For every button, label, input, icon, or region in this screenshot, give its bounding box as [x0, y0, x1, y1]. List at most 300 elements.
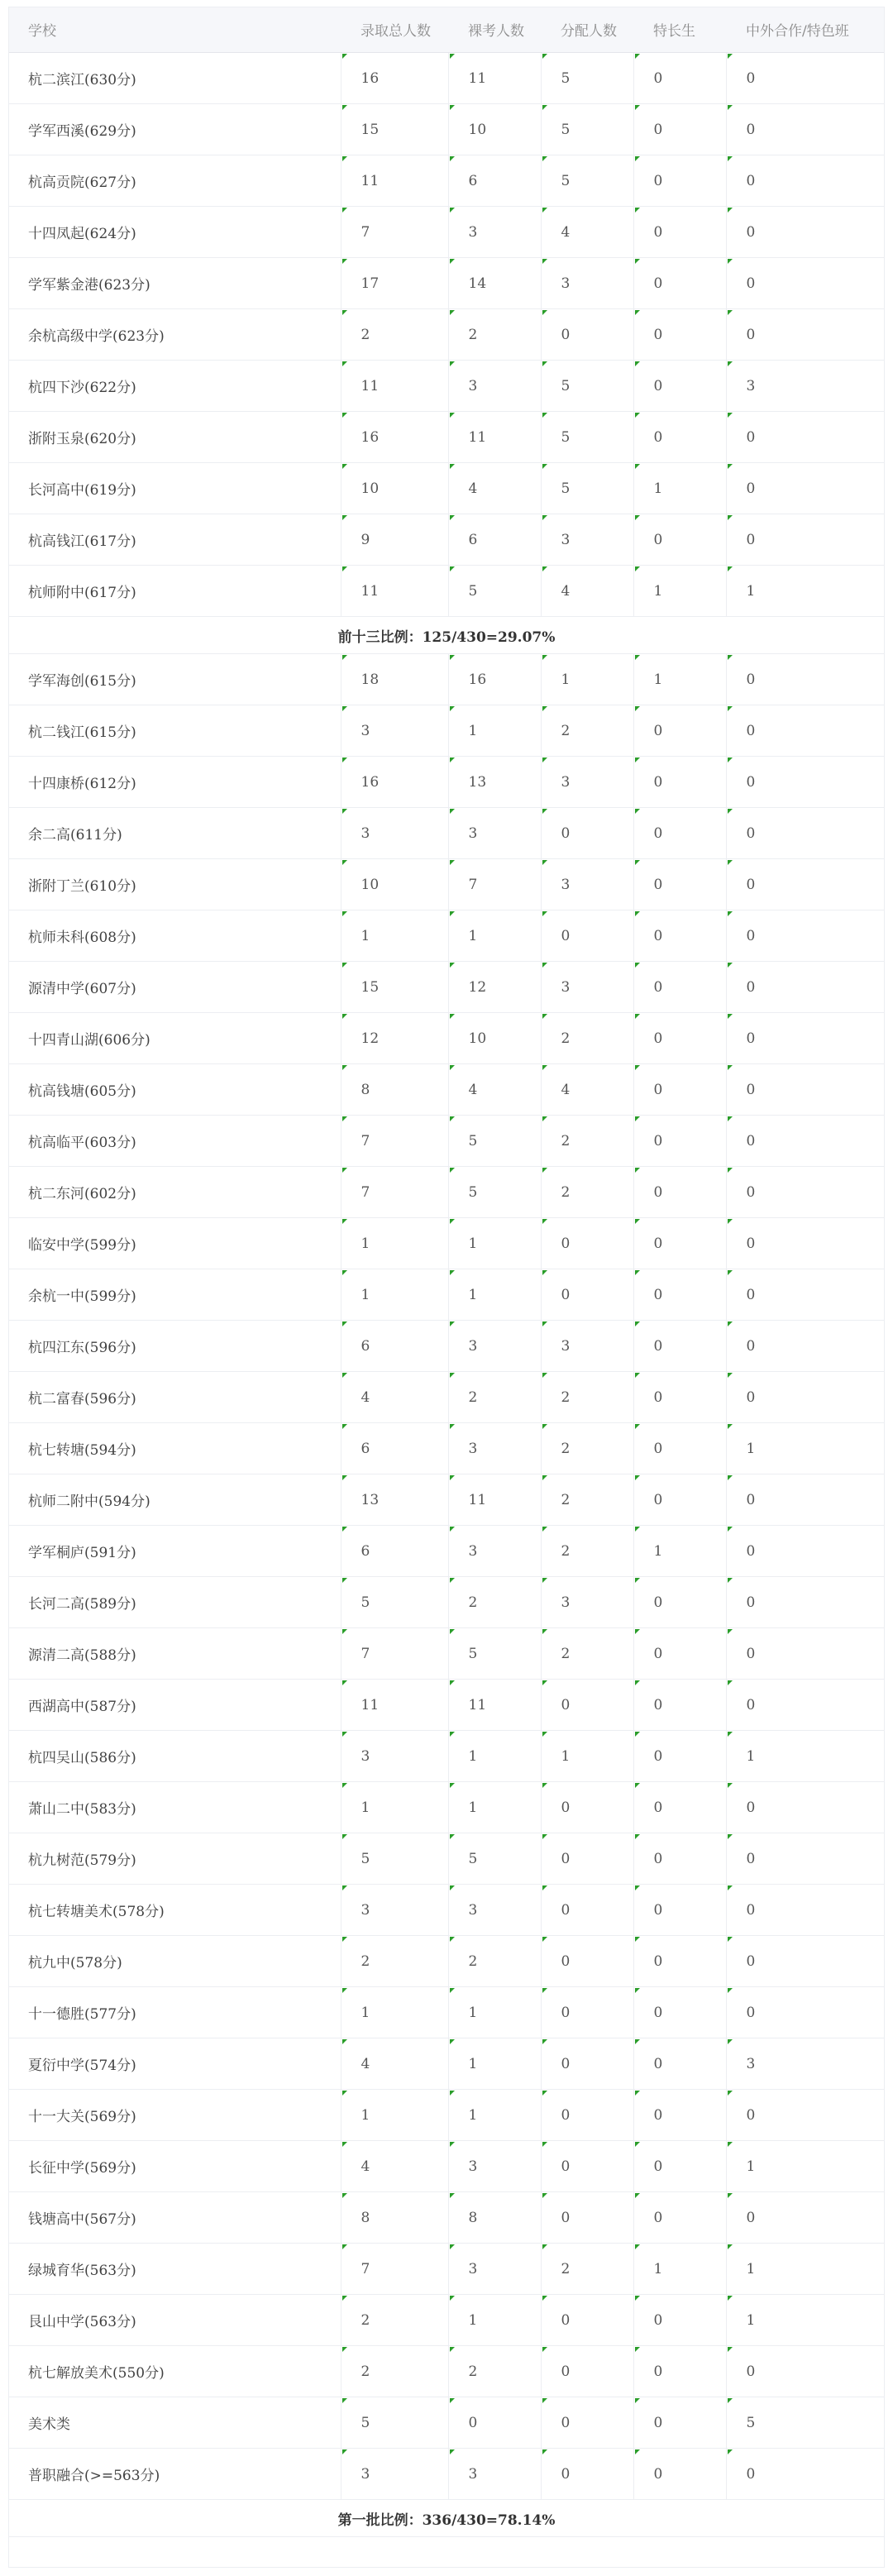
cell-international[interactable]: 0 [726, 2192, 885, 2244]
cell-school[interactable]: 杭高钱江(617分) [8, 514, 341, 566]
header-special[interactable]: 特长生 [633, 7, 726, 53]
cell-exam[interactable]: 5 [448, 1833, 541, 1885]
cell-allocation[interactable]: 0 [541, 1885, 633, 1936]
cell-school[interactable]: 杭师未科(608分) [8, 910, 341, 962]
cell-special[interactable]: 0 [633, 1269, 726, 1321]
cell-international[interactable]: 3 [726, 2038, 885, 2090]
cell-international[interactable]: 0 [726, 1013, 885, 1064]
cell-international[interactable]: 0 [726, 1116, 885, 1167]
cell-special[interactable]: 0 [633, 2397, 726, 2449]
cell-international[interactable]: 0 [726, 2346, 885, 2397]
cell-international[interactable]: 0 [726, 412, 885, 463]
cell-exam[interactable]: 7 [448, 859, 541, 910]
cell-international[interactable]: 0 [726, 258, 885, 309]
cell-school[interactable]: 学军西溪(629分) [8, 104, 341, 155]
cell-school[interactable]: 十四凤起(624分) [8, 207, 341, 258]
cell-special[interactable]: 0 [633, 1167, 726, 1218]
cell-exam[interactable]: 10 [448, 1013, 541, 1064]
cell-school[interactable]: 杭高临平(603分) [8, 1116, 341, 1167]
cell-school[interactable]: 杭高钱塘(605分) [8, 1064, 341, 1116]
cell-exam[interactable]: 3 [448, 1423, 541, 1474]
cell-international[interactable]: 0 [726, 1987, 885, 2038]
cell-total[interactable]: 1 [341, 1218, 448, 1269]
cell-total[interactable]: 18 [341, 654, 448, 705]
cell-school[interactable]: 杭七转塘美术(578分) [8, 1885, 341, 1936]
cell-international[interactable]: 3 [726, 361, 885, 412]
cell-international[interactable]: 0 [726, 1321, 885, 1372]
cell-school[interactable]: 杭二钱江(615分) [8, 705, 341, 757]
header-total[interactable]: 录取总人数 [341, 7, 448, 53]
cell-international[interactable]: 0 [726, 1628, 885, 1680]
cell-school[interactable]: 杭高贡院(627分) [8, 155, 341, 207]
cell-total[interactable]: 7 [341, 1628, 448, 1680]
cell-exam[interactable]: 2 [448, 1372, 541, 1423]
cell-special[interactable]: 0 [633, 2141, 726, 2192]
cell-allocation[interactable]: 3 [541, 514, 633, 566]
cell-special[interactable]: 0 [633, 1321, 726, 1372]
cell-exam[interactable]: 16 [448, 654, 541, 705]
cell-total[interactable]: 8 [341, 2192, 448, 2244]
cell-allocation[interactable]: 0 [541, 309, 633, 361]
cell-special[interactable]: 0 [633, 1577, 726, 1628]
header-international[interactable]: 中外合作/特色班 [726, 7, 885, 53]
cell-exam[interactable]: 5 [448, 1167, 541, 1218]
cell-international[interactable]: 0 [726, 463, 885, 514]
cell-school[interactable]: 萧山二中(583分) [8, 1782, 341, 1833]
cell-school[interactable]: 浙附玉泉(620分) [8, 412, 341, 463]
cell-school[interactable]: 十四青山湖(606分) [8, 1013, 341, 1064]
cell-exam[interactable]: 0 [448, 2397, 541, 2449]
cell-special[interactable]: 0 [633, 1474, 726, 1526]
cell-international[interactable]: 0 [726, 705, 885, 757]
cell-special[interactable]: 0 [633, 1423, 726, 1474]
cell-allocation[interactable]: 0 [541, 1987, 633, 2038]
cell-allocation[interactable]: 0 [541, 2295, 633, 2346]
cell-school[interactable]: 杭四吴山(586分) [8, 1731, 341, 1782]
cell-allocation[interactable]: 0 [541, 2090, 633, 2141]
cell-allocation[interactable]: 2 [541, 1116, 633, 1167]
cell-exam[interactable]: 1 [448, 1731, 541, 1782]
table-body [8, 53, 885, 2537]
cell-exam[interactable]: 2 [448, 2346, 541, 2397]
cell-allocation[interactable]: 0 [541, 910, 633, 962]
cell-school[interactable]: 钱塘高中(567分) [8, 2192, 341, 2244]
cell-exam[interactable]: 1 [448, 2038, 541, 2090]
cell-total[interactable]: 16 [341, 53, 448, 104]
cell-international[interactable]: 0 [726, 1474, 885, 1526]
cell-special[interactable]: 0 [633, 1628, 726, 1680]
cell-school[interactable]: 学军紫金港(623分) [8, 258, 341, 309]
cell-allocation[interactable]: 2 [541, 1167, 633, 1218]
cell-school[interactable]: 十一德胜(577分) [8, 1987, 341, 2038]
cell-special[interactable]: 0 [633, 207, 726, 258]
cell-exam[interactable]: 3 [448, 808, 541, 859]
table-row [8, 566, 885, 617]
cell-special[interactable]: 0 [633, 1372, 726, 1423]
cell-international[interactable]: 0 [726, 1269, 885, 1321]
cell-special[interactable]: 0 [633, 1885, 726, 1936]
cell-special[interactable]: 0 [633, 361, 726, 412]
cell-allocation[interactable]: 5 [541, 104, 633, 155]
cell-total[interactable]: 4 [341, 2141, 448, 2192]
cell-total[interactable]: 11 [341, 155, 448, 207]
cell-total[interactable]: 7 [341, 1116, 448, 1167]
cell-international[interactable]: 0 [726, 2090, 885, 2141]
cell-total[interactable]: 2 [341, 1936, 448, 1987]
cell-special[interactable]: 0 [633, 2192, 726, 2244]
cell-special[interactable]: 0 [633, 1064, 726, 1116]
cell-school[interactable]: 杭七转塘(594分) [8, 1423, 341, 1474]
cell-exam[interactable]: 12 [448, 962, 541, 1013]
cell-exam[interactable]: 3 [448, 207, 541, 258]
cell-international[interactable]: 0 [726, 1064, 885, 1116]
cell-allocation[interactable]: 2 [541, 705, 633, 757]
cell-special[interactable]: 0 [633, 1936, 726, 1987]
cell-exam[interactable]: 3 [448, 2141, 541, 2192]
cell-total[interactable]: 5 [341, 2397, 448, 2449]
cell-special[interactable]: 1 [633, 654, 726, 705]
cell-special[interactable]: 1 [633, 463, 726, 514]
table-row [8, 2397, 885, 2449]
cell-special[interactable]: 0 [633, 2449, 726, 2500]
cell-special[interactable]: 1 [633, 2244, 726, 2295]
cell-school[interactable]: 西湖高中(587分) [8, 1680, 341, 1731]
cell-school[interactable]: 杭九中(578分) [8, 1936, 341, 1987]
cell-international[interactable]: 0 [726, 1885, 885, 1936]
cell-total[interactable]: 1 [341, 2090, 448, 2141]
cell-special[interactable]: 0 [633, 1731, 726, 1782]
cell-allocation[interactable]: 0 [541, 2449, 633, 2500]
cell-allocation[interactable]: 0 [541, 1269, 633, 1321]
cell-special[interactable]: 0 [633, 1218, 726, 1269]
cell-total[interactable]: 4 [341, 1372, 448, 1423]
cell-exam[interactable]: 1 [448, 2295, 541, 2346]
cell-allocation[interactable]: 4 [541, 566, 633, 617]
cell-school[interactable]: 长河高中(619分) [8, 463, 341, 514]
cell-total[interactable]: 4 [341, 2038, 448, 2090]
table-row [8, 1885, 885, 1936]
cell-allocation[interactable]: 0 [541, 1782, 633, 1833]
cell-international[interactable]: 0 [726, 1680, 885, 1731]
cell-allocation[interactable]: 0 [541, 2141, 633, 2192]
cell-special[interactable]: 0 [633, 2038, 726, 2090]
cell-special[interactable]: 0 [633, 2346, 726, 2397]
cell-special[interactable]: 0 [633, 859, 726, 910]
cell-total[interactable]: 11 [341, 1680, 448, 1731]
cell-school[interactable]: 杭二富春(596分) [8, 1372, 341, 1423]
cell-total[interactable]: 9 [341, 514, 448, 566]
cell-allocation[interactable]: 1 [541, 654, 633, 705]
cell-total[interactable]: 2 [341, 309, 448, 361]
cell-exam[interactable]: 1 [448, 910, 541, 962]
cell-allocation[interactable]: 5 [541, 412, 633, 463]
table-row [8, 808, 885, 859]
cell-school[interactable]: 十一大关(569分) [8, 2090, 341, 2141]
cell-exam[interactable]: 6 [448, 155, 541, 207]
cell-total[interactable]: 5 [341, 1833, 448, 1885]
cell-school[interactable]: 杭师附中(617分) [8, 566, 341, 617]
cell-exam[interactable]: 3 [448, 1321, 541, 1372]
cell-total[interactable]: 13 [341, 1474, 448, 1526]
cell-school[interactable]: 杭四江东(596分) [8, 1321, 341, 1372]
cell-exam[interactable]: 1 [448, 705, 541, 757]
cell-international[interactable]: 0 [726, 1936, 885, 1987]
cell-exam[interactable]: 3 [448, 1526, 541, 1577]
cell-international[interactable]: 1 [726, 1731, 885, 1782]
cell-exam[interactable]: 4 [448, 463, 541, 514]
cell-international[interactable]: 0 [726, 207, 885, 258]
cell-exam[interactable]: 8 [448, 2192, 541, 2244]
cell-international[interactable]: 0 [726, 1577, 885, 1628]
header-school[interactable]: 学校 [8, 7, 341, 53]
cell-exam[interactable]: 2 [448, 1577, 541, 1628]
cell-special[interactable]: 0 [633, 1116, 726, 1167]
cell-total[interactable]: 3 [341, 1885, 448, 1936]
cell-exam[interactable]: 11 [448, 1474, 541, 1526]
cell-allocation[interactable]: 0 [541, 1680, 633, 1731]
cell-exam[interactable]: 14 [448, 258, 541, 309]
cell-allocation[interactable]: 2 [541, 1526, 633, 1577]
cell-allocation[interactable]: 5 [541, 463, 633, 514]
cell-exam[interactable]: 2 [448, 1936, 541, 1987]
cell-international[interactable]: 0 [726, 53, 885, 104]
cell-international[interactable]: 0 [726, 1782, 885, 1833]
cell-international[interactable]: 0 [726, 2449, 885, 2500]
cell-international[interactable]: 0 [726, 104, 885, 155]
cell-allocation[interactable]: 2 [541, 1372, 633, 1423]
header-allocation[interactable]: 分配人数 [541, 7, 633, 53]
cell-special[interactable]: 0 [633, 155, 726, 207]
cell-allocation[interactable]: 0 [541, 2192, 633, 2244]
cell-international[interactable]: 0 [726, 514, 885, 566]
cell-international[interactable]: 0 [726, 757, 885, 808]
cell-international[interactable]: 1 [726, 1423, 885, 1474]
cell-international[interactable]: 0 [726, 155, 885, 207]
cell-total[interactable]: 6 [341, 1526, 448, 1577]
cell-school[interactable]: 余杭一中(599分) [8, 1269, 341, 1321]
cell-allocation[interactable]: 2 [541, 2244, 633, 2295]
cell-exam[interactable]: 2 [448, 309, 541, 361]
cell-exam[interactable]: 5 [448, 1628, 541, 1680]
cell-total[interactable]: 7 [341, 207, 448, 258]
cell-school[interactable]: 美术类 [8, 2397, 341, 2449]
cell-total[interactable]: 1 [341, 910, 448, 962]
cell-allocation[interactable]: 3 [541, 757, 633, 808]
cell-school[interactable]: 艮山中学(563分) [8, 2295, 341, 2346]
cell-international[interactable]: 0 [726, 1167, 885, 1218]
cell-school[interactable]: 杭七解放美术(550分) [8, 2346, 341, 2397]
table-row [8, 1013, 885, 1064]
cell-special[interactable]: 0 [633, 2090, 726, 2141]
cell-allocation[interactable]: 3 [541, 258, 633, 309]
cell-school[interactable]: 长征中学(569分) [8, 2141, 341, 2192]
cell-special[interactable]: 0 [633, 705, 726, 757]
cell-international[interactable]: 1 [726, 2295, 885, 2346]
cell-special[interactable]: 0 [633, 514, 726, 566]
cell-exam[interactable]: 3 [448, 2244, 541, 2295]
cell-school[interactable]: 杭二东河(602分) [8, 1167, 341, 1218]
cell-international[interactable]: 0 [726, 309, 885, 361]
cell-international[interactable]: 0 [726, 1526, 885, 1577]
cell-exam[interactable]: 3 [448, 1885, 541, 1936]
cell-total[interactable]: 5 [341, 1577, 448, 1628]
cell-exam[interactable]: 11 [448, 53, 541, 104]
table-row [8, 1628, 885, 1680]
cell-special[interactable]: 0 [633, 1833, 726, 1885]
cell-international[interactable]: 0 [726, 1833, 885, 1885]
cell-allocation[interactable]: 4 [541, 1064, 633, 1116]
cell-special[interactable]: 0 [633, 1782, 726, 1833]
cell-special[interactable]: 0 [633, 258, 726, 309]
cell-allocation[interactable]: 0 [541, 1833, 633, 1885]
cell-total[interactable]: 7 [341, 2244, 448, 2295]
cell-total[interactable]: 16 [341, 757, 448, 808]
cell-international[interactable]: 1 [726, 2141, 885, 2192]
cell-exam[interactable]: 1 [448, 1987, 541, 2038]
cell-international[interactable]: 0 [726, 1372, 885, 1423]
cell-exam[interactable]: 6 [448, 514, 541, 566]
cell-international[interactable]: 0 [726, 1218, 885, 1269]
cell-total[interactable]: 11 [341, 566, 448, 617]
cell-special[interactable]: 0 [633, 104, 726, 155]
cell-allocation[interactable]: 3 [541, 859, 633, 910]
cell-exam[interactable]: 4 [448, 1064, 541, 1116]
cell-allocation[interactable]: 3 [541, 962, 633, 1013]
cell-international[interactable]: 1 [726, 2244, 885, 2295]
cell-exam[interactable]: 13 [448, 757, 541, 808]
cell-total[interactable]: 15 [341, 962, 448, 1013]
cell-school[interactable]: 余二高(611分) [8, 808, 341, 859]
cell-school[interactable]: 长河二高(589分) [8, 1577, 341, 1628]
cell-total[interactable]: 8 [341, 1064, 448, 1116]
cell-total[interactable]: 10 [341, 463, 448, 514]
cell-total[interactable]: 15 [341, 104, 448, 155]
cell-allocation[interactable]: 1 [541, 1731, 633, 1782]
cell-special[interactable]: 0 [633, 1680, 726, 1731]
cell-school[interactable]: 源清中学(607分) [8, 962, 341, 1013]
cell-allocation[interactable]: 0 [541, 1218, 633, 1269]
cell-school[interactable]: 临安中学(599分) [8, 1218, 341, 1269]
cell-special[interactable]: 0 [633, 808, 726, 859]
header-exam[interactable]: 裸考人数 [448, 7, 541, 53]
cell-school[interactable]: 杭四下沙(622分) [8, 361, 341, 412]
cell-international[interactable]: 0 [726, 808, 885, 859]
cell-school[interactable]: 杭师二附中(594分) [8, 1474, 341, 1526]
cell-total[interactable]: 11 [341, 361, 448, 412]
cell-exam[interactable]: 1 [448, 1218, 541, 1269]
cell-total[interactable]: 12 [341, 1013, 448, 1064]
cell-total[interactable]: 6 [341, 1423, 448, 1474]
cell-total[interactable]: 3 [341, 1731, 448, 1782]
cell-total[interactable]: 16 [341, 412, 448, 463]
cell-special[interactable]: 0 [633, 2295, 726, 2346]
cell-total[interactable]: 17 [341, 258, 448, 309]
cell-total[interactable]: 7 [341, 1167, 448, 1218]
table-row [8, 2244, 885, 2295]
cell-allocation[interactable]: 2 [541, 1474, 633, 1526]
cell-allocation[interactable]: 0 [541, 808, 633, 859]
cell-special[interactable]: 0 [633, 1987, 726, 2038]
cell-international[interactable]: 0 [726, 962, 885, 1013]
cell-school[interactable]: 余杭高级中学(623分) [8, 309, 341, 361]
cell-international[interactable]: 5 [726, 2397, 885, 2449]
cell-allocation[interactable]: 5 [541, 53, 633, 104]
cell-school[interactable]: 杭九树范(579分) [8, 1833, 341, 1885]
cell-allocation[interactable]: 0 [541, 2038, 633, 2090]
cell-allocation[interactable]: 0 [541, 1936, 633, 1987]
table-row [8, 757, 885, 808]
cell-allocation[interactable]: 3 [541, 1577, 633, 1628]
table-row [8, 1731, 885, 1782]
cell-school[interactable]: 学军海创(615分) [8, 654, 341, 705]
cell-total[interactable]: 1 [341, 1987, 448, 2038]
cell-total[interactable]: 3 [341, 705, 448, 757]
cell-school[interactable]: 夏衍中学(574分) [8, 2038, 341, 2090]
cell-exam[interactable]: 11 [448, 412, 541, 463]
cell-exam[interactable]: 1 [448, 1782, 541, 1833]
cell-international[interactable]: 0 [726, 859, 885, 910]
table-row [8, 2038, 885, 2090]
cell-exam[interactable]: 5 [448, 1116, 541, 1167]
cell-special[interactable]: 0 [633, 757, 726, 808]
cell-school[interactable]: 杭二滨江(630分) [8, 53, 341, 104]
cell-total[interactable]: 10 [341, 859, 448, 910]
cell-school[interactable]: 源清二高(588分) [8, 1628, 341, 1680]
cell-total[interactable]: 3 [341, 2449, 448, 2500]
cell-international[interactable]: 0 [726, 910, 885, 962]
cell-school[interactable]: 学军桐庐(591分) [8, 1526, 341, 1577]
cell-special[interactable]: 1 [633, 566, 726, 617]
cell-exam[interactable]: 10 [448, 104, 541, 155]
cell-special[interactable]: 0 [633, 53, 726, 104]
cell-special[interactable]: 1 [633, 1526, 726, 1577]
cell-exam[interactable]: 3 [448, 361, 541, 412]
cell-exam[interactable]: 1 [448, 1269, 541, 1321]
cell-allocation[interactable]: 5 [541, 155, 633, 207]
cell-total[interactable]: 6 [341, 1321, 448, 1372]
cell-school[interactable]: 普职融合(>=563分) [8, 2449, 341, 2500]
cell-special[interactable]: 0 [633, 1013, 726, 1064]
cell-total[interactable]: 3 [341, 808, 448, 859]
cell-special[interactable]: 0 [633, 910, 726, 962]
cell-school[interactable]: 绿城育华(563分) [8, 2244, 341, 2295]
cell-exam[interactable]: 11 [448, 1680, 541, 1731]
table-row [8, 859, 885, 910]
cell-allocation[interactable]: 2 [541, 1423, 633, 1474]
cell-allocation[interactable]: 4 [541, 207, 633, 258]
cell-allocation[interactable]: 5 [541, 361, 633, 412]
cell-international[interactable]: 0 [726, 654, 885, 705]
cell-allocation[interactable]: 0 [541, 2397, 633, 2449]
cell-allocation[interactable]: 0 [541, 2346, 633, 2397]
cell-allocation[interactable]: 2 [541, 1013, 633, 1064]
cell-school[interactable]: 十四康桥(612分) [8, 757, 341, 808]
cell-international[interactable]: 1 [726, 566, 885, 617]
cell-exam[interactable]: 5 [448, 566, 541, 617]
cell-special[interactable]: 0 [633, 309, 726, 361]
cell-exam[interactable]: 3 [448, 2449, 541, 2500]
cell-total[interactable]: 1 [341, 1269, 448, 1321]
cell-allocation[interactable]: 3 [541, 1321, 633, 1372]
cell-school[interactable]: 浙附丁兰(610分) [8, 859, 341, 910]
cell-total[interactable]: 2 [341, 2295, 448, 2346]
cell-total[interactable]: 1 [341, 1782, 448, 1833]
cell-special[interactable]: 0 [633, 412, 726, 463]
cell-allocation[interactable]: 2 [541, 1628, 633, 1680]
cell-exam[interactable]: 1 [448, 2090, 541, 2141]
cell-total[interactable]: 2 [341, 2346, 448, 2397]
cell-special[interactable]: 0 [633, 962, 726, 1013]
